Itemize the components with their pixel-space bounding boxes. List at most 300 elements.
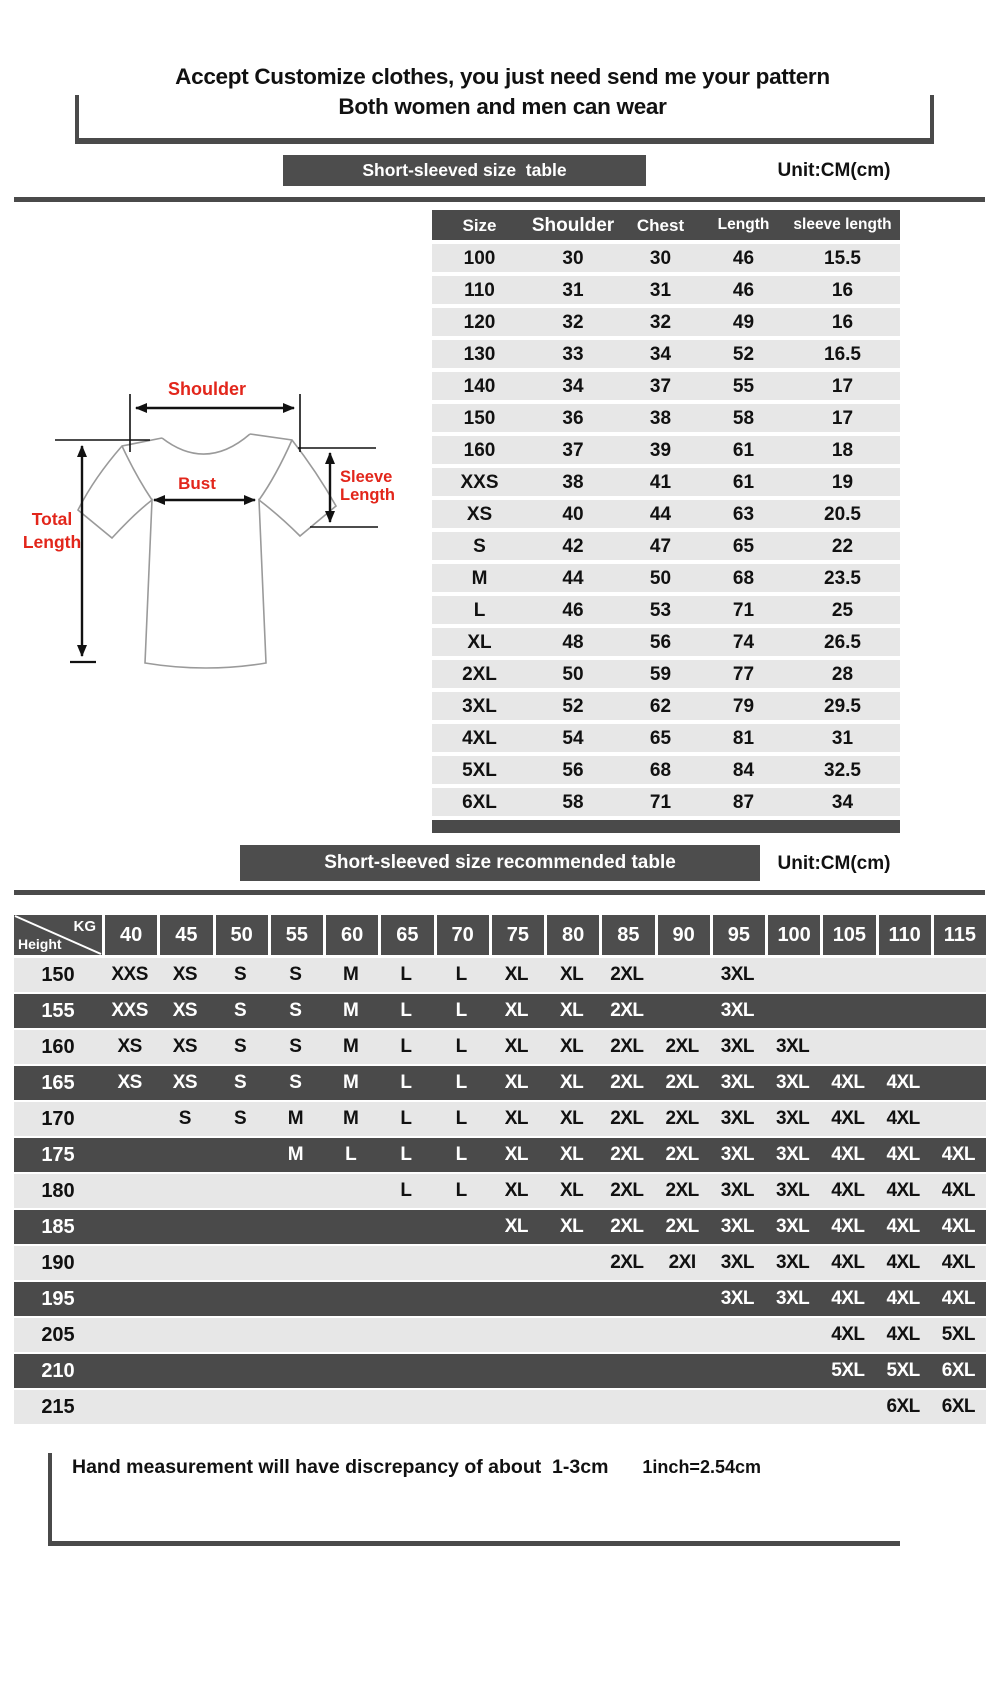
measure-cell: 46 [732, 279, 755, 301]
measure-cell: 17 [831, 407, 854, 429]
measure-cell: 36 [562, 407, 584, 429]
height-cell: 170 [41, 1107, 75, 1130]
weight-column-header: 40 [105, 915, 157, 955]
measure-cell: 61 [732, 471, 755, 493]
measure-cell: 79 [732, 695, 755, 717]
weight-column-header: 65 [381, 915, 433, 955]
weight-column-header: 55 [271, 915, 323, 955]
size-table-body [432, 244, 900, 816]
sleeve-length-label-2: Length [340, 486, 395, 504]
size-table-row [432, 564, 900, 592]
size-cell: 3XL [462, 695, 497, 717]
size-cell: 130 [463, 343, 496, 365]
measurement-note: Hand measurement will have discrepancy of about 1-3cm [72, 1456, 609, 1478]
measure-cell: 46 [732, 247, 755, 269]
size-table-row [432, 468, 900, 496]
measure-cell: 22 [831, 535, 854, 557]
size-recommendation-cell: M [342, 1000, 359, 1021]
recommended-row [14, 1102, 986, 1136]
size-table-row [432, 788, 900, 816]
height-cell: 195 [41, 1287, 75, 1310]
recommended-row [14, 1318, 986, 1352]
corner-cell [14, 915, 102, 955]
divider-line-1 [14, 197, 985, 202]
size-recommendation-cell: XS [172, 964, 198, 985]
size-recommendation-cell: 4XL [941, 1180, 976, 1201]
size-recommendation-cell: 3XL [775, 1288, 810, 1309]
size-recommendation-cell: XS [117, 1036, 142, 1057]
total-length-label-1: Total [31, 509, 73, 529]
recommended-table-section-title: Short-sleeved size recommended table [240, 845, 760, 881]
size-cell: S [473, 535, 486, 557]
size-recommendation-cell: L [400, 1144, 412, 1165]
size-recommendation-cell: L [345, 1144, 357, 1165]
unit-label-2: Unit:CM(cm) [777, 853, 891, 874]
measure-cell: 34 [649, 343, 672, 365]
size-recommendation-cell: XL [559, 964, 584, 985]
size-recommendation-cell: 3XL [775, 1108, 810, 1129]
size-table-row [432, 500, 900, 528]
size-recommendation-cell: L [400, 1072, 412, 1093]
size-recommendation-cell: 4XL [831, 1216, 865, 1237]
size-table-row [432, 692, 900, 720]
size-recommendation-cell: XL [559, 1108, 584, 1129]
measure-cell: 55 [732, 375, 755, 397]
size-recommendation-cell: S [234, 1036, 247, 1057]
height-cell: 150 [41, 963, 75, 986]
size-recommendation-cell: M [287, 1108, 304, 1129]
size-column-header: Shoulder [531, 214, 615, 236]
size-recommendation-cell: XL [559, 1216, 584, 1237]
height-cell: 160 [41, 1035, 75, 1058]
size-recommendation-cell: 3XL [720, 1000, 755, 1021]
measure-cell: 38 [649, 407, 672, 429]
size-recommendation-cell: XL [504, 964, 529, 985]
size-recommendation-cell: XL [559, 1036, 584, 1057]
size-table-row [432, 404, 900, 432]
size-recommendation-cell: 4XL [831, 1108, 865, 1129]
recommended-row [14, 1210, 986, 1244]
size-recommendation-cell: XS [172, 1000, 198, 1021]
size-recommendation-cell: XS [117, 1072, 142, 1093]
weight-column-header: 60 [326, 915, 378, 955]
weight-column-header: 90 [658, 915, 710, 955]
size-cell: L [473, 599, 486, 621]
measure-cell: 50 [562, 663, 584, 685]
size-cell: M [471, 567, 488, 589]
weight-column-header: 50 [216, 915, 268, 955]
size-cell: 5XL [462, 759, 497, 781]
size-recommendation-cell: 4XL [941, 1216, 976, 1237]
divider-line-2 [14, 890, 985, 895]
size-recommendation-cell: 2XL [665, 1216, 699, 1237]
weight-column-header: 70 [437, 915, 489, 955]
size-table-header-row [432, 210, 900, 240]
size-recommendation-cell: 3XL [775, 1072, 810, 1093]
recommended-row [14, 958, 986, 992]
height-cell: 210 [41, 1359, 75, 1382]
measure-cell: 26.5 [824, 631, 861, 653]
size-recommendation-cell: 4XL [886, 1252, 920, 1273]
size-recommendation-cell: 2XL [610, 1036, 644, 1057]
size-table-row [432, 756, 900, 784]
recommended-row [14, 1138, 986, 1172]
measure-cell: 63 [732, 503, 755, 525]
height-cell: 165 [41, 1071, 75, 1094]
size-table-section-title: Short-sleeved size table [283, 155, 646, 186]
recommended-row [14, 1390, 986, 1424]
recommended-row [14, 994, 986, 1028]
size-recommendation-cell: S [289, 1072, 302, 1093]
measure-cell: 33 [562, 343, 584, 365]
measure-cell: 81 [732, 727, 755, 749]
size-recommendation-cell: XL [504, 1108, 529, 1129]
size-recommendation-cell: 3XL [775, 1252, 810, 1273]
measure-cell: 39 [649, 439, 672, 461]
size-table-row [432, 532, 900, 560]
size-recommendation-cell: S [234, 1072, 247, 1093]
size-recommendation-cell: 2XL [610, 1252, 644, 1273]
weight-column-header: 45 [160, 915, 212, 955]
total-length-label-2: Length [22, 532, 82, 552]
measure-cell: 37 [649, 375, 672, 397]
size-recommendation-cell: 4XL [941, 1144, 976, 1165]
size-recommendation-cell: 4XL [941, 1288, 976, 1309]
measure-cell: 74 [732, 631, 755, 653]
size-recommendation-cell: XL [559, 1144, 584, 1165]
height-cell: 175 [41, 1143, 75, 1166]
weight-column-header: 95 [713, 915, 765, 955]
measure-cell: 84 [732, 759, 755, 781]
size-recommendation-cell: S [289, 964, 302, 985]
size-recommendation-cell: M [342, 964, 359, 985]
bust-label: Bust [178, 474, 216, 493]
title-line-2: Both women and men can wear [338, 94, 667, 119]
size-recommendation-cell: XL [559, 1180, 584, 1201]
measure-cell: 50 [649, 567, 672, 589]
measure-cell: 52 [732, 343, 755, 365]
size-cell: 160 [463, 439, 496, 461]
weight-column-header: 105 [823, 915, 875, 955]
size-recommendation-cell: XL [559, 1072, 584, 1093]
size-recommendation-cell: S [289, 1000, 302, 1021]
size-recommendation-cell: 4XL [831, 1180, 865, 1201]
size-recommendation-cell: 2XL [610, 964, 644, 985]
measure-cell: 53 [649, 599, 672, 621]
size-recommendation-cell: 4XL [831, 1252, 865, 1273]
size-recommendation-cell: 2XL [610, 1108, 644, 1129]
height-corner-label: Height [18, 936, 62, 952]
size-recommendation-cell: M [287, 1144, 304, 1165]
size-recommendation-cell: 4XL [886, 1216, 920, 1237]
measure-cell: 15.5 [824, 247, 861, 269]
height-cell: 155 [41, 999, 75, 1022]
size-recommendation-cell: 4XL [886, 1072, 920, 1093]
size-recommendation-cell: 4XL [941, 1252, 976, 1273]
size-recommendation-cell: 2XL [665, 1036, 699, 1057]
size-recommendation-cell: XS [172, 1036, 198, 1057]
size-recommendation-cell: 5XL [831, 1360, 865, 1381]
measure-cell: 65 [732, 535, 755, 557]
page-title [75, 62, 930, 122]
size-recommendation-cell: 2XL [665, 1108, 699, 1129]
size-recommendation-cell: L [400, 964, 412, 985]
inch-conversion: 1inch=2.54cm [642, 1457, 761, 1477]
measure-cell: 40 [562, 503, 584, 525]
measure-cell: 18 [831, 439, 854, 461]
measure-cell: 68 [649, 759, 672, 781]
size-recommendation-cell: 2XL [610, 1072, 644, 1093]
size-recommendation-cell: S [289, 1036, 302, 1057]
measure-cell: 32.5 [824, 759, 861, 781]
measure-cell: 46 [562, 599, 584, 621]
measurement-lines [55, 394, 378, 662]
measure-cell: 59 [649, 663, 672, 685]
size-cell: 2XL [462, 663, 497, 685]
size-table-footer-bar [432, 820, 900, 833]
size-recommendation-cell: 2XL [610, 1180, 644, 1201]
measure-cell: 44 [562, 567, 584, 589]
size-column-header: Chest [636, 215, 685, 235]
size-table-row [432, 724, 900, 752]
size-recommendation-cell: 2XI [668, 1252, 696, 1273]
measure-cell: 48 [562, 631, 584, 653]
size-recommendation-cell: 3XL [720, 1036, 755, 1057]
measure-cell: 17 [831, 375, 854, 397]
size-recommendation-cell: S [234, 964, 247, 985]
size-recommendation-cell: XXS [111, 964, 148, 985]
recommended-row [14, 1174, 986, 1208]
measure-cell: 20.5 [824, 503, 861, 525]
height-cell: 190 [41, 1251, 75, 1274]
recommended-row [14, 1354, 986, 1388]
measure-cell: 52 [562, 695, 584, 717]
size-recommendation-cell: 3XL [720, 1072, 755, 1093]
measure-cell: 68 [732, 567, 755, 589]
size-recommendation-cell: XS [172, 1072, 198, 1093]
tshirt-outline [78, 434, 336, 668]
measure-cell: 23.5 [824, 567, 861, 589]
measure-cell: 32 [562, 311, 584, 333]
weight-column-header: 80 [547, 915, 599, 955]
size-recommendation-cell: L [455, 964, 467, 985]
shoulder-label: Shoulder [167, 379, 247, 399]
weight-column-header: 115 [934, 915, 986, 955]
size-recommendation-cell: 5XL [886, 1360, 920, 1381]
size-recommendation-cell: 3XL [720, 964, 755, 985]
size-cell: 4XL [462, 727, 497, 749]
size-recommendation-cell: S [234, 1108, 247, 1129]
size-recommendation-cell: L [400, 1036, 412, 1057]
size-table-row [432, 340, 900, 368]
size-recommendation-cell: 4XL [831, 1324, 865, 1345]
height-cell: 205 [41, 1323, 75, 1346]
weight-column-header: 110 [879, 915, 931, 955]
size-recommendation-cell: L [455, 1144, 467, 1165]
size-table-row [432, 372, 900, 400]
size-recommendation-cell: L [455, 1036, 467, 1057]
height-cell: 180 [41, 1179, 75, 1202]
size-cell: 6XL [462, 791, 497, 813]
size-recommendation-cell: S [178, 1108, 191, 1129]
size-recommendation-cell: L [455, 1180, 467, 1201]
measure-cell: 77 [732, 663, 755, 685]
unit-label-1: Unit:CM(cm) [777, 160, 891, 181]
size-recommendation-cell: XL [504, 1000, 529, 1021]
measure-cell: 58 [562, 791, 584, 813]
measure-cell: 30 [649, 247, 672, 269]
kg-corner-label: KG [73, 918, 96, 935]
measure-cell: 87 [732, 791, 755, 813]
size-recommendation-cell: L [455, 1000, 467, 1021]
size-recommendation-cell: XL [504, 1180, 529, 1201]
size-recommendation-cell: 4XL [886, 1108, 920, 1129]
recommended-table-header-row [14, 915, 986, 955]
size-table-row [432, 660, 900, 688]
measure-cell: 62 [649, 695, 672, 717]
size-recommendation-cell: 4XL [886, 1288, 920, 1309]
size-recommendation-cell: 3XL [775, 1180, 810, 1201]
measure-cell: 65 [649, 727, 672, 749]
size-recommendation-cell: 4XL [886, 1180, 920, 1201]
size-recommendation-cell: 4XL [831, 1288, 865, 1309]
size-recommendation-cell: L [400, 1180, 412, 1201]
size-recommendation-cell: XL [504, 1216, 529, 1237]
tshirt-measurement-diagram [0, 360, 430, 700]
size-table-row [432, 308, 900, 336]
height-cell: 185 [41, 1215, 75, 1238]
size-cell: XS [466, 503, 493, 525]
recommended-row [14, 1030, 986, 1064]
size-recommendation-cell: 3XL [720, 1252, 755, 1273]
size-recommendation-cell: S [234, 1000, 247, 1021]
size-table-row [432, 628, 900, 656]
recommended-row [14, 1282, 986, 1316]
size-recommendation-cell: 4XL [886, 1144, 920, 1165]
size-table-row [432, 244, 900, 272]
measure-cell: 34 [562, 375, 584, 397]
weight-column-header: 75 [492, 915, 544, 955]
measure-cell: 29.5 [824, 695, 861, 717]
size-recommendation-cell: XL [559, 1000, 584, 1021]
measure-cell: 41 [649, 471, 672, 493]
size-table-row [432, 596, 900, 624]
size-recommendation-cell: 2XL [610, 1000, 644, 1021]
size-recommendation-cell: 3XL [720, 1108, 755, 1129]
size-cell: XXS [460, 471, 499, 493]
height-cell: 215 [41, 1395, 75, 1418]
size-recommendation-cell: 3XL [720, 1180, 755, 1201]
size-recommendation-cell: XL [504, 1072, 529, 1093]
measure-cell: 28 [831, 663, 854, 685]
size-recommendation-cell: M [342, 1108, 359, 1129]
size-recommendation-cell: 6XL [886, 1396, 920, 1417]
size-recommendation-cell: 4XL [831, 1144, 865, 1165]
size-cell: 150 [463, 407, 496, 429]
size-recommendation-cell: 3XL [720, 1216, 755, 1237]
size-recommendation-cell: 3XL [775, 1036, 810, 1057]
size-recommendation-cell: 2XL [665, 1180, 699, 1201]
size-recommendation-cell: 3XL [775, 1216, 810, 1237]
size-cell: 110 [464, 279, 495, 301]
size-cell: 120 [463, 311, 496, 333]
size-recommendation-cell: XL [504, 1144, 529, 1165]
measure-cell: 56 [649, 631, 672, 653]
measure-cell: 16 [831, 279, 854, 301]
weight-column-header: 85 [602, 915, 654, 955]
recommended-row [14, 1246, 986, 1280]
measure-cell: 19 [831, 471, 854, 493]
sleeve-length-label-1: Sleeve [340, 468, 393, 486]
recommended-row [14, 1066, 986, 1100]
measure-cell: 71 [732, 599, 755, 621]
measure-cell: 37 [562, 439, 584, 461]
measure-cell: 58 [732, 407, 755, 429]
measure-cell: 30 [562, 247, 584, 269]
size-recommendation-cell: 2XL [665, 1072, 699, 1093]
size-recommendation-cell: 2XL [610, 1216, 644, 1237]
measure-cell: 61 [732, 439, 755, 461]
size-recommendation-cell: M [342, 1072, 359, 1093]
size-table-row [432, 276, 900, 304]
size-column-header: Size [462, 215, 497, 235]
measure-cell: 47 [649, 535, 672, 557]
measure-cell: 54 [562, 727, 584, 749]
size-recommendation-cell: L [400, 1108, 412, 1129]
size-table-row [432, 436, 900, 464]
weight-column-header: 100 [768, 915, 820, 955]
size-recommendation-cell: 6XL [941, 1396, 976, 1417]
footer-note-box [72, 1456, 761, 1479]
measure-cell: 49 [732, 311, 755, 333]
measure-cell: 31 [649, 279, 672, 301]
size-recommendation-cell: M [342, 1036, 359, 1057]
measure-cell: 16 [831, 311, 854, 333]
measure-cell: 32 [649, 311, 672, 333]
size-recommendation-cell: 2XL [610, 1144, 644, 1165]
measure-cell: 42 [562, 535, 584, 557]
size-table [432, 210, 900, 833]
size-cell: 100 [463, 247, 496, 269]
measure-cell: 71 [649, 791, 672, 813]
measure-cell: 38 [562, 471, 584, 493]
size-recommendation-cell: 5XL [941, 1324, 976, 1345]
size-recommendation-cell: 3XL [720, 1288, 755, 1309]
size-recommendation-cell: L [455, 1108, 467, 1129]
size-cell: XL [467, 631, 492, 653]
measure-cell: 56 [562, 759, 584, 781]
size-column-header: sleeve length [793, 216, 892, 234]
measure-cell: 31 [831, 727, 854, 749]
measure-cell: 16.5 [824, 343, 861, 365]
measure-cell: 25 [831, 599, 854, 621]
size-recommendation-cell: 2XL [665, 1144, 699, 1165]
size-recommendation-cell: XXS [111, 1000, 148, 1021]
measure-cell: 44 [649, 503, 672, 525]
size-recommendation-cell: 4XL [831, 1072, 865, 1093]
size-recommendation-cell: XL [504, 1036, 529, 1057]
size-recommendation-cell: 4XL [886, 1324, 920, 1345]
size-recommendation-cell: 6XL [941, 1360, 976, 1381]
title-line-1: Accept Customize clothes, you just need send me your pattern [175, 64, 830, 89]
size-recommendation-cell: L [400, 1000, 412, 1021]
size-cell: 140 [463, 375, 496, 397]
size-column-header: Length [717, 216, 770, 234]
size-recommendation-cell: L [455, 1072, 467, 1093]
recommended-table [14, 915, 986, 1426]
size-recommendation-cell: 3XL [775, 1144, 810, 1165]
measure-cell: 31 [562, 279, 584, 301]
